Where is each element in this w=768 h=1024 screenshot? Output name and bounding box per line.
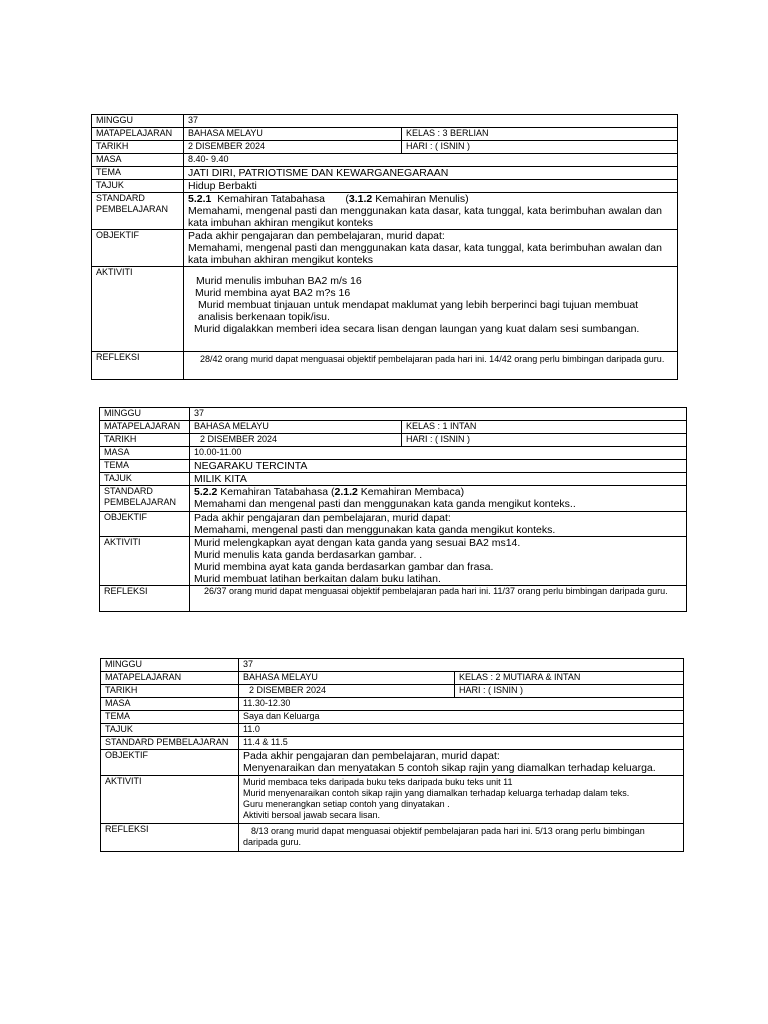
aktiviti-value (190, 537, 687, 586)
aktiviti-item: Murid melengkapkan ayat dengan kata ganda yang sesuai BA2 ms14. (194, 537, 521, 549)
tarikh-label: TARIKH (100, 434, 190, 447)
standard-value (184, 193, 678, 230)
aktiviti-label: AKTIVITI (92, 267, 184, 352)
standard-value (190, 486, 687, 512)
refleksi-value: 28/42 orang murid dapat menguasai objektif pembelajaran pada hari ini. 14/42 orang perlu bimbingan daripada guru. (184, 352, 678, 380)
standard-text-2: Kemahiran Menulis) (372, 193, 469, 205)
standard-heading (188, 193, 673, 205)
objektif-line-2: Memahami, mengenal pasti dan menggunakan kata ganda mengikut konteks. (194, 524, 556, 536)
standard-description: Memahami dan mengenal pasti dan menggunakan kata ganda mengikut konteks.. (194, 498, 576, 510)
masa-label: MASA (92, 154, 184, 167)
standard-text-1: Kemahiran Tatabahasa ( (211, 193, 349, 205)
standard-label-line-1: STANDARD (96, 193, 145, 203)
aktiviti-item: Murid menyenaraikan contoh sikap rajin yang diamalkan terhadap keluarga terhadap dalam teks. (243, 788, 630, 798)
refleksi-label: REFLEKSI (100, 586, 190, 612)
tajuk-label: TAJUK (101, 724, 239, 737)
masa-label: MASA (100, 447, 190, 460)
minggu-label: MINGGU (100, 408, 190, 421)
tarikh-label: TARIKH (92, 141, 184, 154)
tajuk-label: TAJUK (92, 180, 184, 193)
standard-text-1: Kemahiran Tatabahasa ( (217, 486, 335, 498)
aktiviti-value (239, 776, 684, 824)
lesson-plan-table-3 (100, 658, 684, 852)
objektif-label: OBJEKTIF (92, 230, 184, 267)
refleksi-value: 26/37 orang murid dapat menguasai objektif pembelajaran pada hari ini. 11/37 orang perlu bimbingan daripada guru. (190, 586, 687, 612)
matapelajaran-value: BAHASA MELAYU (184, 128, 402, 141)
standard-label-line-1: STANDARD (104, 486, 153, 496)
standard-label (92, 193, 184, 230)
standard-heading (194, 486, 682, 498)
aktiviti-item: Guru menerangkan setiap contoh yang dinyatakan . (243, 799, 450, 809)
masa-value: 11.30-12.30 (239, 698, 684, 711)
matapelajaran-value: BAHASA MELAYU (239, 672, 455, 685)
aktiviti-label: AKTIVITI (101, 776, 239, 824)
aktiviti-item: Murid menulis imbuhan BA2 m/s 16 (196, 275, 362, 287)
objektif-line-1: Pada akhir pengajaran dan pembelajaran, murid dapat: (194, 512, 451, 524)
standard-label-line-2: PEMBELAJARAN (104, 497, 177, 507)
standard-code-2: 3.1.2 (348, 193, 373, 205)
objektif-label: OBJEKTIF (100, 512, 190, 537)
tajuk-label: TAJUK (100, 473, 190, 486)
standard-label (100, 486, 190, 512)
aktiviti-item: Murid membaca teks daripada buku teks daripada buku teks unit 11 (243, 777, 513, 787)
aktiviti-item: Murid menulis kata ganda berdasarkan gambar. . (194, 549, 423, 561)
objektif-value (184, 230, 678, 267)
aktiviti-value (184, 267, 678, 352)
aktiviti-item: Murid membina ayat kata ganda berdasarkan gambar dan frasa. (194, 561, 494, 573)
minggu-label: MINGGU (101, 659, 239, 672)
aktiviti-item: Murid membina ayat BA2 m?s 16 (195, 287, 351, 299)
tajuk-value: 11.0 (239, 724, 684, 737)
standard-code-1: 5.2.1 (188, 193, 212, 205)
aktiviti-item: Murid digalakkan memberi idea secara lisan dengan laungan yang kuat dalam sesi sumbangan. (194, 323, 640, 335)
hari-value: HARI : ( ISNIN ) (402, 434, 687, 447)
minggu-value: 37 (184, 115, 678, 128)
standard-label: STANDARD PEMBELAJARAN (101, 737, 239, 750)
lesson-plan-table-2 (99, 407, 687, 612)
tajuk-value: MILIK KITA (190, 473, 687, 486)
masa-value: 10.00-11.00 (190, 447, 687, 460)
kelas-value: KELAS : 2 MUTIARA & INTAN (455, 672, 684, 685)
aktiviti-item: Murid membuat tinjauan untuk mendapat maklumat yang lebih berperinci bagi tujuan membuat analisis berkenaan topik/isu. (198, 299, 639, 323)
kelas-value: KELAS : 1 INTAN (402, 421, 687, 434)
matapelajaran-value: BAHASA MELAYU (190, 421, 402, 434)
tarikh-value: 2 DISEMBER 2024 (239, 685, 455, 698)
objektif-line-1: Pada akhir pengajaran dan pembelajaran, murid dapat: (188, 230, 445, 242)
tema-value: JATI DIRI, PATRIOTISME DAN KEWARGANEGARAAN (184, 167, 678, 180)
matapelajaran-label: MATAPELAJARAN (100, 421, 190, 434)
masa-label: MASA (101, 698, 239, 711)
tarikh-label: TARIKH (101, 685, 239, 698)
tema-label: TEMA (100, 460, 190, 473)
standard-label-line-2: PEMBELAJARAN (96, 204, 169, 214)
standard-text-2: Kemahiran Membaca) (357, 486, 465, 498)
standard-value: 11.4 & 11.5 (239, 737, 684, 750)
refleksi-value: 8/13 orang murid dapat menguasai objektif pembelajaran pada hari ini. 5/13 orang perlu bimbingan daripada guru. (239, 824, 684, 852)
tema-value: NEGARAKU TERCINTA (190, 460, 687, 473)
aktiviti-label: AKTIVITI (100, 537, 190, 586)
aktiviti-item: Murid membuat latihan berkaitan dalam buku latihan. (194, 573, 441, 585)
objektif-line-2: Menyenaraikan dan menyatakan 5 contoh sikap rajin yang diamalkan terhadap keluarga. (243, 762, 656, 774)
matapelajaran-label: MATAPELAJARAN (92, 128, 184, 141)
tema-value: Saya dan Keluarga (239, 711, 684, 724)
hari-value: HARI : ( ISNIN ) (455, 685, 684, 698)
objektif-value (190, 512, 687, 537)
lesson-plan-table-1 (91, 114, 678, 380)
minggu-label: MINGGU (92, 115, 184, 128)
objektif-value (239, 750, 684, 776)
tajuk-value: Hidup Berbakti (184, 180, 678, 193)
tema-label: TEMA (101, 711, 239, 724)
tarikh-value: 2 DISEMBER 2024 (190, 434, 402, 447)
refleksi-label: REFLEKSI (101, 824, 239, 852)
objektif-line-1: Pada akhir pengajaran dan pembelajaran, murid dapat: (243, 750, 500, 762)
matapelajaran-label: MATAPELAJARAN (101, 672, 239, 685)
standard-description: Memahami, mengenal pasti dan menggunakan kata dasar, kata tunggal, kata berimbuhan awalan dan kata imbuhan akhiran mengikut konteks (188, 205, 662, 229)
objektif-line-2: Memahami, mengenal pasti dan menggunakan kata dasar, kata tunggal, kata berimbuhan awalan dan kata imbuhan akhiran mengikut konteks (188, 242, 662, 266)
tarikh-value: 2 DISEMBER 2024 (184, 141, 402, 154)
hari-value: HARI : ( ISNIN ) (402, 141, 678, 154)
minggu-value: 37 (239, 659, 684, 672)
refleksi-label: REFLEKSI (92, 352, 184, 380)
standard-code-2: 2.1.2 (334, 486, 358, 498)
minggu-value: 37 (190, 408, 687, 421)
standard-code-1: 5.2.2 (194, 486, 218, 498)
objektif-label: OBJEKTIF (101, 750, 239, 776)
aktiviti-item: Aktiviti bersoal jawab secara lisan. (243, 810, 381, 820)
masa-value: 8.40- 9.40 (184, 154, 678, 167)
kelas-value: KELAS : 3 BERLIAN (402, 128, 678, 141)
tema-label: TEMA (92, 167, 184, 180)
